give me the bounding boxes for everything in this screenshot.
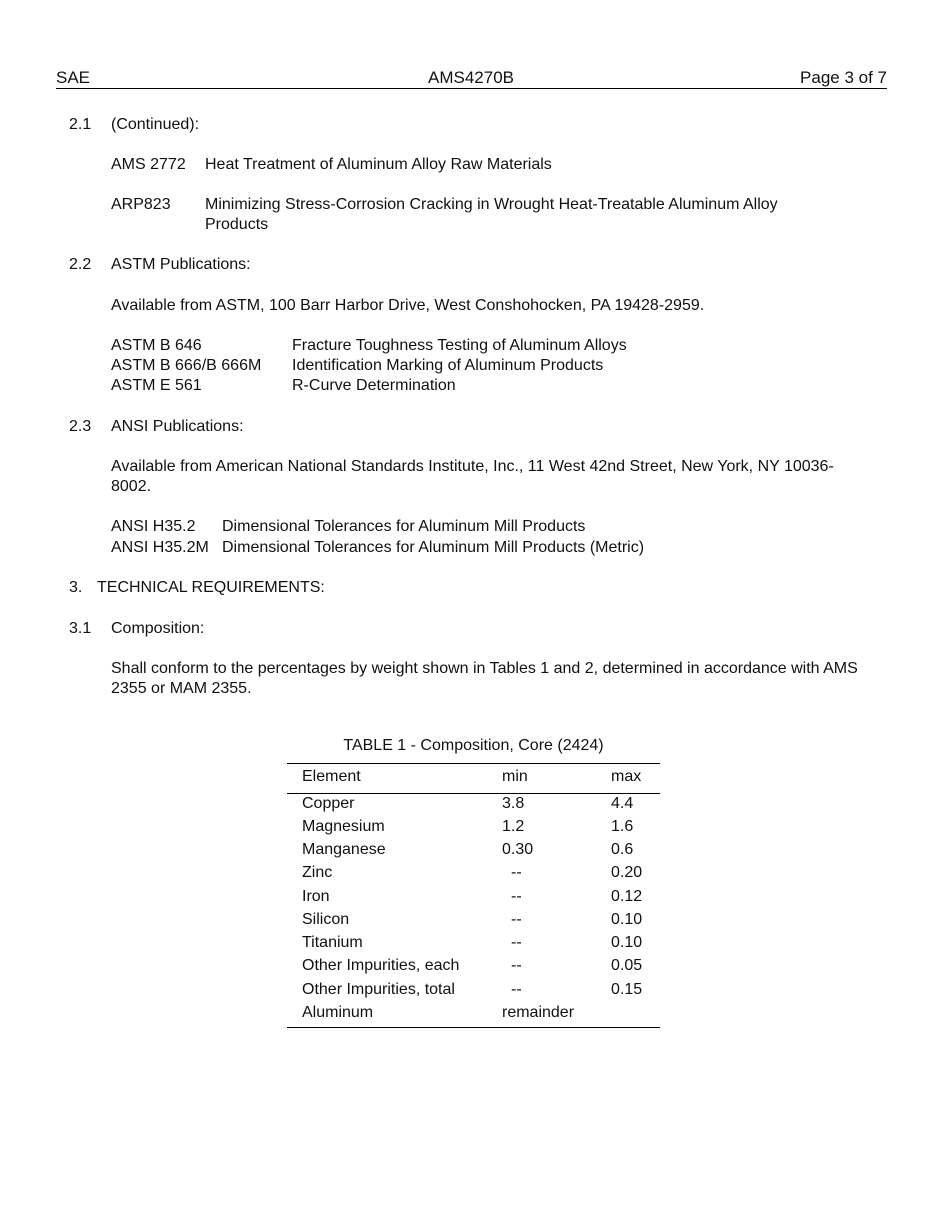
table-cell-min: -- <box>511 911 522 928</box>
ref-code: ANSI H35.2 <box>111 518 196 535</box>
table-cell-min: -- <box>511 864 522 881</box>
column-header: min <box>502 768 528 785</box>
ref-title: Dimensional Tolerances for Aluminum Mill Products <box>222 518 586 535</box>
table-cell-min: -- <box>511 888 522 905</box>
ref-title: Identification Marking of Aluminum Products <box>292 357 604 374</box>
section-3-1-body: Shall conform to the percentages by weight shown in Tables 1 and 2, determined in accordance with AMS 2355 or MAM 2355. <box>111 660 858 697</box>
table-cell-max: 0.12 <box>611 888 643 905</box>
ref-title: Fracture Toughness Testing of Aluminum Alloys <box>292 337 627 354</box>
section-2-3-title: ANSI Publications: <box>111 418 244 435</box>
section-3-1-number: 3.1 <box>69 620 92 637</box>
section-2-1-number: 2.1 <box>69 116 92 133</box>
section-2-1-title: (Continued): <box>111 116 200 133</box>
header-doc-number: AMS4270B <box>428 68 514 87</box>
ref-code: ASTM B 646 <box>111 337 202 354</box>
table-cell-max: 0.15 <box>611 981 643 998</box>
table-cell-element: Magnesium <box>302 818 385 835</box>
section-3-1-title: Composition: <box>111 620 205 637</box>
ref-code: ANSI H35.2M <box>111 539 209 556</box>
ref-title: Dimensional Tolerances for Aluminum Mill Products (Metric) <box>222 539 645 556</box>
column-header: max <box>611 768 642 785</box>
header-page-number: Page 3 of 7 <box>800 68 887 87</box>
table-cell-max: 0.10 <box>611 911 643 928</box>
section-2-2-title: ASTM Publications: <box>111 256 251 273</box>
table-cell-max: 0.10 <box>611 934 643 951</box>
table-cell-element: Titanium <box>302 934 363 951</box>
table-cell-element: Manganese <box>302 841 386 858</box>
table-cell-min: 3.8 <box>502 795 525 812</box>
table-cell-max: 4.4 <box>611 795 634 812</box>
ref-code: ARP823 <box>111 196 171 213</box>
ref-title: Minimizing Stress-Corrosion Cracking in Wrought Heat-Treatable Aluminum Alloy Products <box>205 196 778 233</box>
page-header <box>56 68 887 89</box>
section-2-2-availability: Available from ASTM, 100 Barr Harbor Drive, West Conshohocken, PA 19428-2959. <box>111 297 705 314</box>
table-cell-element: Copper <box>302 795 355 812</box>
table-cell-min: 0.30 <box>502 841 534 858</box>
ref-title: Heat Treatment of Aluminum Alloy Raw Materials <box>205 156 552 173</box>
table-cell-element: Silicon <box>302 911 350 928</box>
ref-title: R-Curve Determination <box>292 377 456 394</box>
section-2-3-availability: Available from American National Standards Institute, Inc., 11 West 42nd Street, New York, NY 10036-8002. <box>111 458 834 495</box>
table-cell-min: 1.2 <box>502 818 525 835</box>
table-cell-min: -- <box>511 957 522 974</box>
table-cell-max: 0.6 <box>611 841 634 858</box>
ref-code: ASTM E 561 <box>111 377 202 394</box>
section-2-3-number: 2.3 <box>69 418 92 435</box>
table-cell-element: Iron <box>302 888 330 905</box>
ref-code: AMS 2772 <box>111 156 186 173</box>
ref-code: ASTM B 666/B 666M <box>111 357 262 374</box>
table-1-title: TABLE 1 - Composition, Core (2424) <box>343 737 604 754</box>
table-cell-min: -- <box>511 934 522 951</box>
table-cell-min: remainder <box>502 1004 575 1021</box>
table-cell-max: 1.6 <box>611 818 634 835</box>
column-header: Element <box>302 768 361 785</box>
section-2-2-number: 2.2 <box>69 256 92 273</box>
table-cell-element: Aluminum <box>302 1004 374 1021</box>
section-3-title: TECHNICAL REQUIREMENTS: <box>97 579 325 596</box>
table-cell-max: 0.05 <box>611 957 643 974</box>
header-org: SAE <box>56 68 91 87</box>
table-cell-min: -- <box>511 981 522 998</box>
table-cell-element: Other Impurities, each <box>302 957 460 974</box>
section-3-number: 3. <box>69 579 83 596</box>
table-cell-max: 0.20 <box>611 864 643 881</box>
table-cell-element: Zinc <box>302 864 333 881</box>
table-cell-element: Other Impurities, total <box>302 981 455 998</box>
